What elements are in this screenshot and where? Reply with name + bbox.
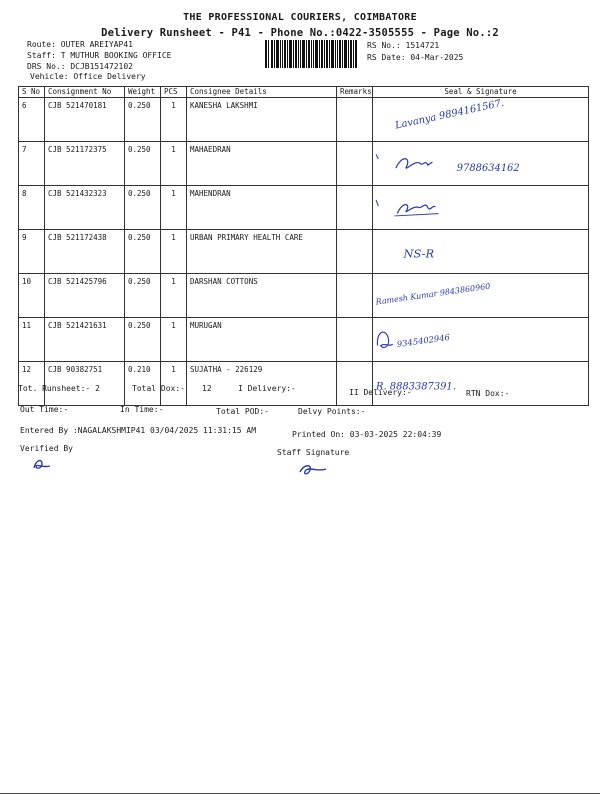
barcode-icon (265, 40, 357, 68)
signature-text: Ramesh Kumar 9843860960 (375, 281, 491, 307)
cell-consignee: SUJATHA - 226129 (187, 362, 337, 406)
entered-by-label: Entered By :NAGALAKSHMIP41 03/04/2025 11:31:15 AM (20, 426, 257, 435)
verified-by-label: Verified By (20, 444, 73, 453)
in-time-label: In Time:- (120, 405, 164, 414)
signature-text: 9345402946 (396, 331, 451, 350)
cell-consignee: MAHENDRAN (187, 186, 337, 230)
cell-consignment: CJB 521425796 (45, 274, 125, 318)
staff-signature-label: Staff Signature (277, 448, 350, 457)
col-header-remarks: Remarks (337, 87, 373, 98)
cell-consignee: KANESHA LAKSHMI (187, 98, 337, 142)
cell-pcs: 1 (161, 318, 187, 362)
cell-consignee: MAHAEDRAN (187, 142, 337, 186)
cell-signature (373, 98, 589, 142)
out-time-label: Out Time:- (20, 405, 69, 414)
handwritten-signature-icon (373, 98, 533, 138)
staff-label: Staff: T MUTHUR BOOKING OFFICE (27, 51, 172, 60)
signature-text: R. 8883387391. (376, 381, 456, 393)
cell-sno: 10 (19, 274, 45, 318)
drs-label: DRS No.: DCJB151472102 (27, 62, 133, 71)
cell-weight: 0.210 (125, 362, 161, 406)
handwritten-signature-icon (373, 186, 533, 226)
table-row (19, 362, 589, 406)
table-header-row (19, 87, 589, 98)
cell-pcs: 1 (161, 274, 187, 318)
handwritten-signature-icon (373, 274, 533, 314)
signature-text: Lavanya 9894161567. (394, 98, 506, 132)
col-header-signature: Seal & Signature (373, 87, 589, 98)
cell-pcs: 1 (161, 230, 187, 274)
total-pod-label: Total POD:- (216, 407, 269, 416)
cell-remarks (337, 318, 373, 362)
col-header-consignment: Consignment No (45, 87, 125, 98)
cell-consignment: CJB 521470181 (45, 98, 125, 142)
rs-date: RS Date: 04-Mar-2025 (367, 53, 464, 62)
cell-remarks (337, 274, 373, 318)
handwritten-signature-icon (373, 142, 533, 182)
col-header-consignee: Consignee Details (187, 87, 337, 98)
table-row (19, 230, 589, 274)
company-title: THE PROFESSIONAL COURIERS, COIMBATORE (183, 12, 417, 23)
cell-signature (373, 230, 589, 274)
cell-signature (373, 186, 589, 230)
cell-remarks (337, 230, 373, 274)
cell-pcs: 1 (161, 142, 187, 186)
cell-signature (373, 362, 589, 406)
cell-pcs: 1 (161, 186, 187, 230)
cell-sno: 7 (19, 142, 45, 186)
table-row (19, 318, 589, 362)
cell-remarks (337, 142, 373, 186)
cell-sno: 6 (19, 98, 45, 142)
handwritten-signature-icon (373, 318, 533, 358)
cell-consignee: MURUGAN (187, 318, 337, 362)
cell-remarks (337, 362, 373, 406)
staff-initial-signature-icon (296, 462, 330, 476)
cell-weight: 0.250 (125, 318, 161, 362)
cell-consignment: CJB 521172375 (45, 142, 125, 186)
route-label: Route: OUTER AREIYAP41 (27, 40, 133, 49)
table-row (19, 274, 589, 318)
col-header-sno: S No (19, 87, 45, 98)
cell-consignment: CJB 521432323 (45, 186, 125, 230)
handwritten-signature-icon (373, 230, 533, 270)
ii-delivery-label: II Delivery:- (349, 388, 412, 397)
tot-runsheet-label: Tot. Runsheet:- 2 (18, 384, 100, 393)
signature-text: 9788634162 (456, 163, 520, 175)
cell-pcs: 1 (161, 98, 187, 142)
cell-sno: 8 (19, 186, 45, 230)
cell-remarks (337, 98, 373, 142)
table-row (19, 142, 589, 186)
table-row (19, 98, 589, 142)
runsheet-table (18, 86, 589, 406)
rtn-dox-label: RTN Dox:- (466, 389, 510, 398)
cell-signature (373, 274, 589, 318)
cell-consignment: CJB 90382751 (45, 362, 125, 406)
total-dox-value: 12 (202, 384, 212, 393)
cell-sno: 12 (19, 362, 45, 406)
cell-consignment: CJB 521172438 (45, 230, 125, 274)
page-bottom-divider (0, 793, 600, 794)
verified-initial-signature-icon (30, 456, 54, 470)
cell-weight: 0.250 (125, 142, 161, 186)
cell-remarks (337, 186, 373, 230)
col-header-pcs: PCS (161, 87, 187, 98)
cell-weight: 0.250 (125, 186, 161, 230)
cell-sno: 9 (19, 230, 45, 274)
signature-text: NS-R (403, 246, 435, 261)
cell-consignment: CJB 521421631 (45, 318, 125, 362)
i-delivery-label: I Delivery:- (238, 384, 296, 393)
rs-number: RS No.: 1514721 (367, 41, 440, 50)
cell-sno: 11 (19, 318, 45, 362)
col-header-weight: Weight (125, 87, 161, 98)
cell-consignee: DARSHAN COTTONS (187, 274, 337, 318)
cell-weight: 0.250 (125, 274, 161, 318)
delvy-points-label: Delvy Points:- (298, 407, 366, 416)
cell-signature (373, 318, 589, 362)
cell-signature (373, 142, 589, 186)
vehicle-label: Vehicle: Office Delivery (30, 72, 146, 81)
cell-pcs: 1 (161, 362, 187, 406)
printed-on-label: Printed On: 03-03-2025 22:04:39 (292, 430, 442, 439)
table-row (19, 186, 589, 230)
total-dox-label: Total Dox:- (132, 384, 185, 393)
cell-weight: 0.250 (125, 230, 161, 274)
runsheet-subtitle: Delivery Runsheet - P41 - Phone No.:0422-3505555 - Page No.:2 (101, 27, 499, 39)
cell-weight: 0.250 (125, 98, 161, 142)
cell-consignee: URBAN PRIMARY HEALTH CARE (187, 230, 337, 274)
